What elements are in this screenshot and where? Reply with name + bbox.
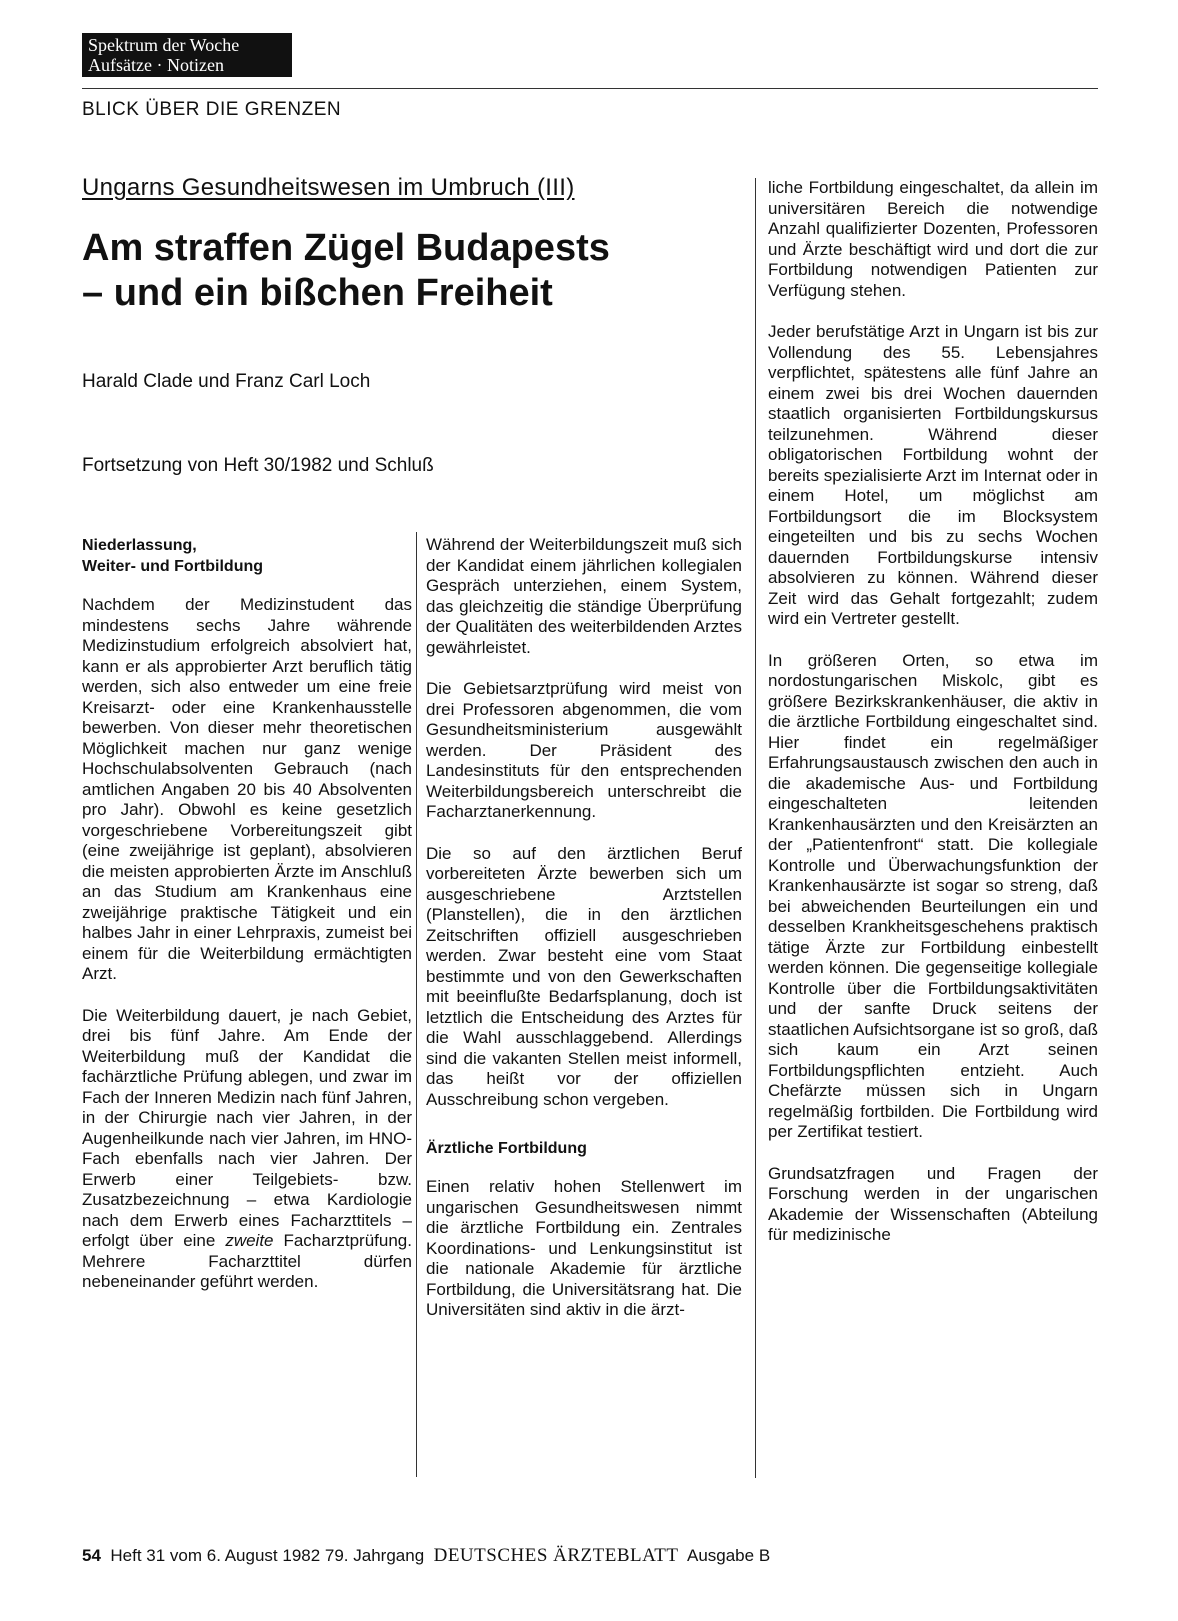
column1-paragraph-2-after: Facharztprüfung. Mehrere Facharzttitel dürfen nebeneinander geführt werden. — [82, 1231, 412, 1291]
headline-line1: Am straffen Zügel Budapests — [82, 227, 610, 269]
page-number: 54 — [82, 1546, 101, 1565]
headline-line2: – und ein bißchen Freiheit — [82, 272, 553, 314]
article-headline — [82, 226, 722, 316]
column2-paragraph-2: Die Gebietsarztprüfung wird meist von drei Professoren abgenommen, die vom Gesundheitsministerium ausgewählt werden. Der Präsident des Landesinstituts für den entsprechenden Weiterbildungsbereich unterschreibt die Facharztanerkennung. — [426, 679, 742, 821]
column1-paragraph-2 — [82, 1006, 412, 1293]
column3-paragraph-1: liche Fortbildung eingeschaltet, da allein im universitären Bereich die notwendige Anzahl qualifizierter Dozenten, Professoren und Ärzte beschäftigt wird und dort die zur Fortbildung notwendigen Patienten zur Verfügung stehen. — [768, 178, 1098, 300]
journal-name: DEUTSCHES ÄRZTEBLATT — [433, 1545, 679, 1566]
article-authors: Harald Clade und Franz Carl Loch — [82, 371, 371, 392]
edition-label: Ausgabe B — [686, 1546, 771, 1565]
rubric: BLICK ÜBER DIE GRENZEN — [82, 99, 342, 120]
column3-paragraph-3: In größeren Orten, so etwa im nordostungarischen Miskolc, gibt es größere Bezirkskrankenhäuser, die aktiv in die ärztliche Fortbildung eingeschaltet sind. Hier findet ein regelmäßiger Erfahrungsaustausch zwischen den auch in die akademische Aus- und Fortbildung eingeschalteten leitenden Krankenhausärzten und den Kreisärzten an der „Patientenfront“ statt. Die kollegiale Kontrolle und Überwachungsfunktion der Krankenhausärzte ist sogar so streng, daß bei abweichenden Beurteilungen ein und desselben Krankheitsgeschehens praktisch tätige Ärzte zur Fortbildung einbestellt werden können. Die gegenseitige kollegiale Kontrolle über die Fortbildungsaktivitäten und der sanfte Druck seitens der staatlichen Aufsichtsorgane ist so groß, daß sich kaum ein Arzt seinen Fortbildungspflichten entzieht. Auch Chefärzte müssen sich in Ungarn regelmäßig fortbilden. Die Fortbildung wird per Zertifikat testiert. — [768, 650, 1098, 1141]
column2-paragraph-1: Während der Weiterbildungszeit muß sich der Kandidat einem jährlichen kollegialen Gespräch unterziehen, einem System, das gleichzeitig die ständige Überprüfung der Qualitäten des weiterbildenden Arztes gewährleistet. — [426, 535, 742, 657]
column1-paragraph-2-emphasis: zweite — [225, 1231, 274, 1250]
text-column-3 — [768, 178, 1098, 1267]
column1-paragraph-2-before: Die Weiterbildung dauert, je nach Gebiet, drei bis fünf Jahre. Am Ende der Weiterbildung muß der Kandidat die fachärztliche Prüfung ablegen, und zwar im Fach der Inneren Medizin nach fünf Jahren, in der Chirurgie nach vier Jahren, in der Augenheilkunde nach vier Jahren, im HNO-Fach ebenfalls nach vier Jahren. Der Erwerb einer Teilgebiets- bzw. Zusatzbezeichnung – etwa Kardiologie nach dem Erwerb eines Facharzttitels – erfolgt über eine — [82, 1005, 412, 1250]
article-kicker: Ungarns Gesundheitswesen im Umbruch (III) — [82, 174, 575, 201]
issue-info: Heft 31 vom 6. August 1982 79. Jahrgang — [110, 1546, 425, 1565]
continuation-note: Fortsetzung von Heft 30/1982 und Schluß — [82, 455, 434, 476]
text-column-2 — [426, 535, 742, 1342]
column2-heading: Ärztliche Fortbildung — [426, 1140, 587, 1157]
column2-paragraph-3: Die so auf den ärztlichen Beruf vorbereiteten Ärzte bewerben sich um ausgeschriebene Arztstellen (Planstellen), die in den ärztlichen Zeitschriften offiziell ausgeschrieben werden. Zwar besteht eine vom Staat bestimmte und von den Gewerkschaften mit beeinflußte Bedarfsplanung, doch ist letztlich die Entscheidung des Arztes für die Wahl ausschlaggebend. Allerdings sind die vakanten Stellen meist informell, das heißt vor der offiziellen Ausschreibung schon vergeben. — [426, 843, 742, 1109]
column1-heading — [82, 535, 412, 577]
column3-paragraph-2: Jeder berufstätige Arzt in Ungarn ist bis zur Vollendung des 55. Lebensjahres verpflichtet, spätestens alle fünf Jahre an einem zwei bis drei Wochen dauernden staatlich organisierten Fortbildungskursus teilzunehmen. Während dieser obligatorischen Fortbildung wohnt der bereits spezialisierte Arzt im Internat oder in einem Hotel, um möglichst am Fortbildungsort die im Blocksystem eingeteilten und bis zu sechs Wochen dauernden Fortbildungskurse intensiv absolvieren zu können. Während dieser Zeit wird das Gehalt fortgezahlt; zudem wird ein Vertreter gestellt. — [768, 322, 1098, 628]
text-column-1 — [82, 535, 412, 1314]
column3-paragraph-4: Grundsatzfragen und Fragen der Forschung werden in der ungarischen Akademie der Wissenschaften (Abteilung für medizinische — [768, 1163, 1098, 1244]
section-label-line2: Aufsätze · Notizen — [88, 55, 224, 75]
column1-heading-line2: Weiter- und Fortbildung — [82, 558, 264, 575]
column-divider-1 — [416, 532, 417, 1477]
column2-paragraph-4: Einen relativ hohen Stellenwert im ungarischen Gesundheitswesen nimmt die ärztliche Fortbildung ein. Zentrales Koordinations- und Lenkungsinstitut ist die nationale Akademie für ärztliche Fortbildung, die Universitätsrang hat. Die Universitäten sind aktiv in die ärzt- — [426, 1177, 742, 1319]
column1-paragraph-1: Nachdem der Medizinstudent das mindestens sechs Jahre währende Medizinstudium erfolgreich absolviert hat, kann er als approbierter Arzt beruflich tätig werden, sich also entweder um eine freie Kreisarzt- oder eine Krankenhausstelle bewerben. Von dieser mehr theoretischen Möglichkeit machen nur ganz wenige Hochschulabsolventen Gebrauch (nach amtlichen Angaben 20 bis 40 Absolventen pro Jahr). Obwohl es keine gesetzlich vorgeschriebene Vorbereitungszeit gibt (eine zweijährige ist geplant), absolvieren die meisten approbierten Ärzte im Anschluß an das Studium am Krankenhaus eine zweijährige praktische Tätigkeit und ein halbes Jahr in einer Lehrpraxis, zumeist bei einem für die Weiterbildung ermächtigten Arzt. — [82, 595, 412, 983]
section-label-line1: Spektrum der Woche — [88, 35, 240, 55]
column-divider-2 — [755, 178, 756, 1478]
header-rule — [82, 88, 1098, 89]
page-footer — [82, 1545, 770, 1567]
section-label-box — [82, 33, 292, 77]
column1-heading-line1: Niederlassung, — [82, 537, 197, 554]
